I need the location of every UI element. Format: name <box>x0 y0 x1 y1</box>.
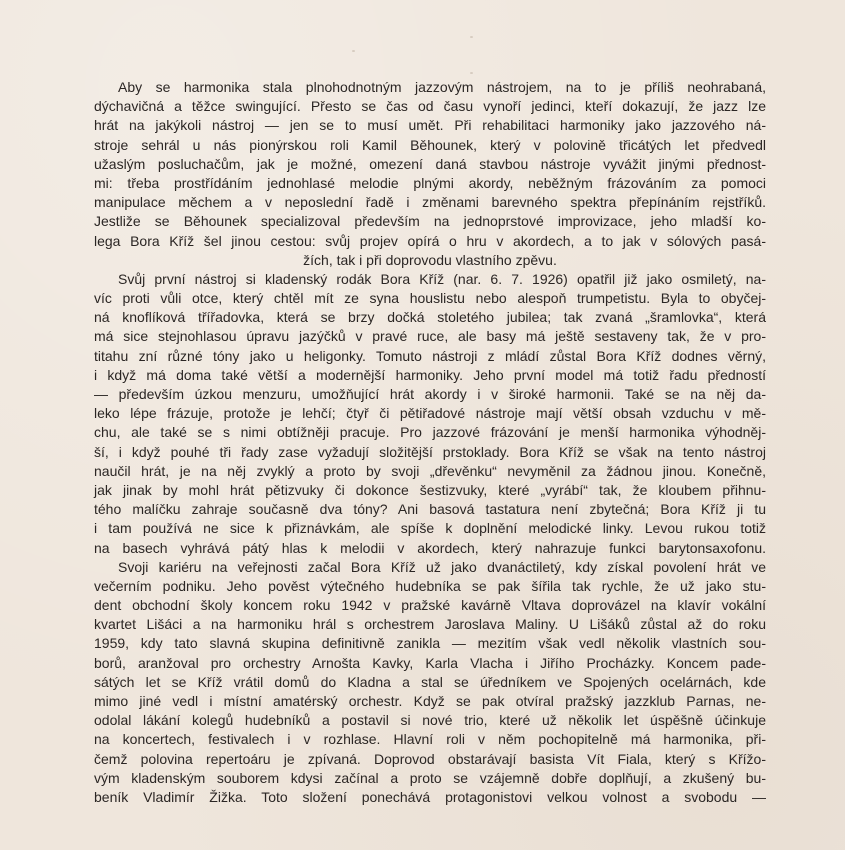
text-line: má sice stejnohlasou úpravu jazýčků v pravé ruce, ale basy má ještě sestaveny tak, že v pro- <box>94 328 766 345</box>
text-line: čemž polovina repertoáru je zpívaná. Doprovod obstarávají basista Vít Fiala, který s Křížo- <box>94 750 766 767</box>
text-line: titahu zní různé tóny jako u heligonky. Tomuto nástroji z mládí zůstal Bora Kříž dodnes věrný, <box>94 347 766 364</box>
text-line: žích, tak i při doprovodu vlastního zpěvu. <box>303 251 557 268</box>
text-line: borů, aranžoval pro orchestry Arnošta Kavky, Karla Vlacha i Jiřího Procházky. Koncem pade- <box>94 654 766 671</box>
text-line: odolal lákání kolegů hudebníků a postavil si nové trio, které už několik let úspěšně účinkuje <box>94 712 766 729</box>
text-line: ší, i když pouhé tři řady zase vyžadují složitější prstoklady. Bora Kříž se však na tento nástroj <box>94 443 766 460</box>
paper-speck <box>470 36 473 38</box>
text-line: dent obchodní školy koncem roku 1942 v pražské kavárně Vltava doprovázel na klavír vokální <box>94 597 766 614</box>
text-line: hrát na jakýkoli nástroj — jen se to musí umět. Při rehabilitaci harmoniky jako jazzového ná- <box>94 117 766 134</box>
text-line: ná knoflíková třířadovka, která se brzy dočká stoletého jubilea; tak zvaná „šramlovka“, která <box>94 309 766 326</box>
text-line: jak jinak by mohl hrát pětizvuky či dokonce šestizvuky, které „vyrábí“ tak, že kloubem přihnu- <box>94 481 766 498</box>
text-line: mi: třeba prostřídáním jednohlasé melodie plnými akordy, neběžným frázováním za pomoci <box>94 174 766 191</box>
text-line: dýchavičná a těžce swingující. Přesto se čas od času vynoří jedinci, kteří dokazují, že jazz lze <box>94 98 766 115</box>
body-text <box>94 78 766 807</box>
text-line: Jestliže se Běhounek specializoval především na jednoprstové improvizace, jeho mladší ko- <box>94 213 766 230</box>
text-line: kvartet Lišáci a na harmoniku hrál s orchestrem Jaroslava Maliny. U Lišáků zůstal až do roku <box>94 616 766 633</box>
text-line: stroje sehrál u nás pionýrskou roli Kamil Běhounek, který v polovině třicátých let předvedl <box>94 136 766 153</box>
text-line: vým kladenským souborem kdysi začínal a proto se vzájemně dobře doplňují, a zkušený bu- <box>94 769 766 786</box>
paper-speck <box>352 50 355 52</box>
text-line: 1959, kdy tato slavná skupina definitivně zanikla — mezitím však vedl několik vlastních sou- <box>94 635 766 652</box>
text-line: Aby se harmonika stala plnohodnotným jazzovým nástrojem, na to je příliš neohrabaná, <box>118 79 766 95</box>
text-line: tého malíčku zahraje současně dva tóny? Ani basová tastatura není zbytečná; Bora Kříž ji tu <box>94 501 766 518</box>
text-line: i tam používá ne sice k přiznávkám, ale spíše k doplnění melodické linky. Levou rukou totiž <box>94 520 766 537</box>
text-line: leko lépe frázuje, protože je lehčí; čtyř či pětiřadové nástroje mají větší obsah vzduchu v mě- <box>94 405 766 422</box>
text-line: beník Vladimír Žižka. Toto složení ponechává protagonistovi velkou volnost a svobodu — <box>94 788 766 805</box>
text-line: i když má doma také větší a modernější harmoniky. Jeho první model má totiž řadu předností <box>94 366 766 383</box>
text-line: na basech vyhrává pátý hlas k melodii v akordech, který nahrazuje funkci barytonsaxofonu. <box>94 539 766 556</box>
text-line: naučil hrát, je na něj zvyklý a proto by svoji „dřevěnku“ nevyměnil za žádnou jinou. Konečně, <box>94 462 766 479</box>
text-line: večerním podniku. Jeho pověst výtečného hudebníka se pak šířila tak rychle, že už jako stu- <box>94 577 766 594</box>
text-line: manipulace měchem a v neposlední řadě i změnami barevného spektra přepínáním rejstříků. <box>94 194 766 211</box>
paper-speck <box>470 72 473 74</box>
text-line: víc proti vůli otce, který chtěl mít ze syna houslistu nebo alespoň trumpetistu. Byla to obyčej- <box>94 290 766 307</box>
text-line: užaslým posluchačům, jak je možné, omezení daná stavbou nástroje vyvážit jinými přednost- <box>94 155 766 172</box>
text-line: na koncertech, festivalech i v rozhlase. Hlavní roli v něm pochopitelně má harmonika, při- <box>94 731 766 748</box>
text-line: chu, ale také se s nimi obtížněji pracuje. Pro jazzové frázování je menší harmonika výhodněj- <box>94 424 766 441</box>
text-line: sátých let se Kříž vrátil domů do Kladna a stal se úředníkem ve Spojených ocelárnách, kde <box>94 673 766 690</box>
text-line: Svůj první nástroj si kladenský rodák Bora Kříž (nar. 6. 7. 1926) opatřil již jako osmiletý, na- <box>118 270 766 287</box>
text-line: lega Bora Kříž šel jinou cestou: svůj projev opírá o hru v akordech, a to jak v sólových pasá- <box>94 232 766 249</box>
text-line: mimo jiné vedl i místní amatérský orchestr. Když se pak otvíral pražský jazzklub Parnas, ne- <box>94 693 766 709</box>
text-line: Svoji kariéru na veřejnosti začal Bora Kříž už jako dvanáctiletý, kdy získal povolení hrát ve <box>118 558 766 575</box>
text-line: — především úzkou menzuru, umožňující hrát akordy i v široké harmonii. Také se na něj da- <box>94 386 766 402</box>
